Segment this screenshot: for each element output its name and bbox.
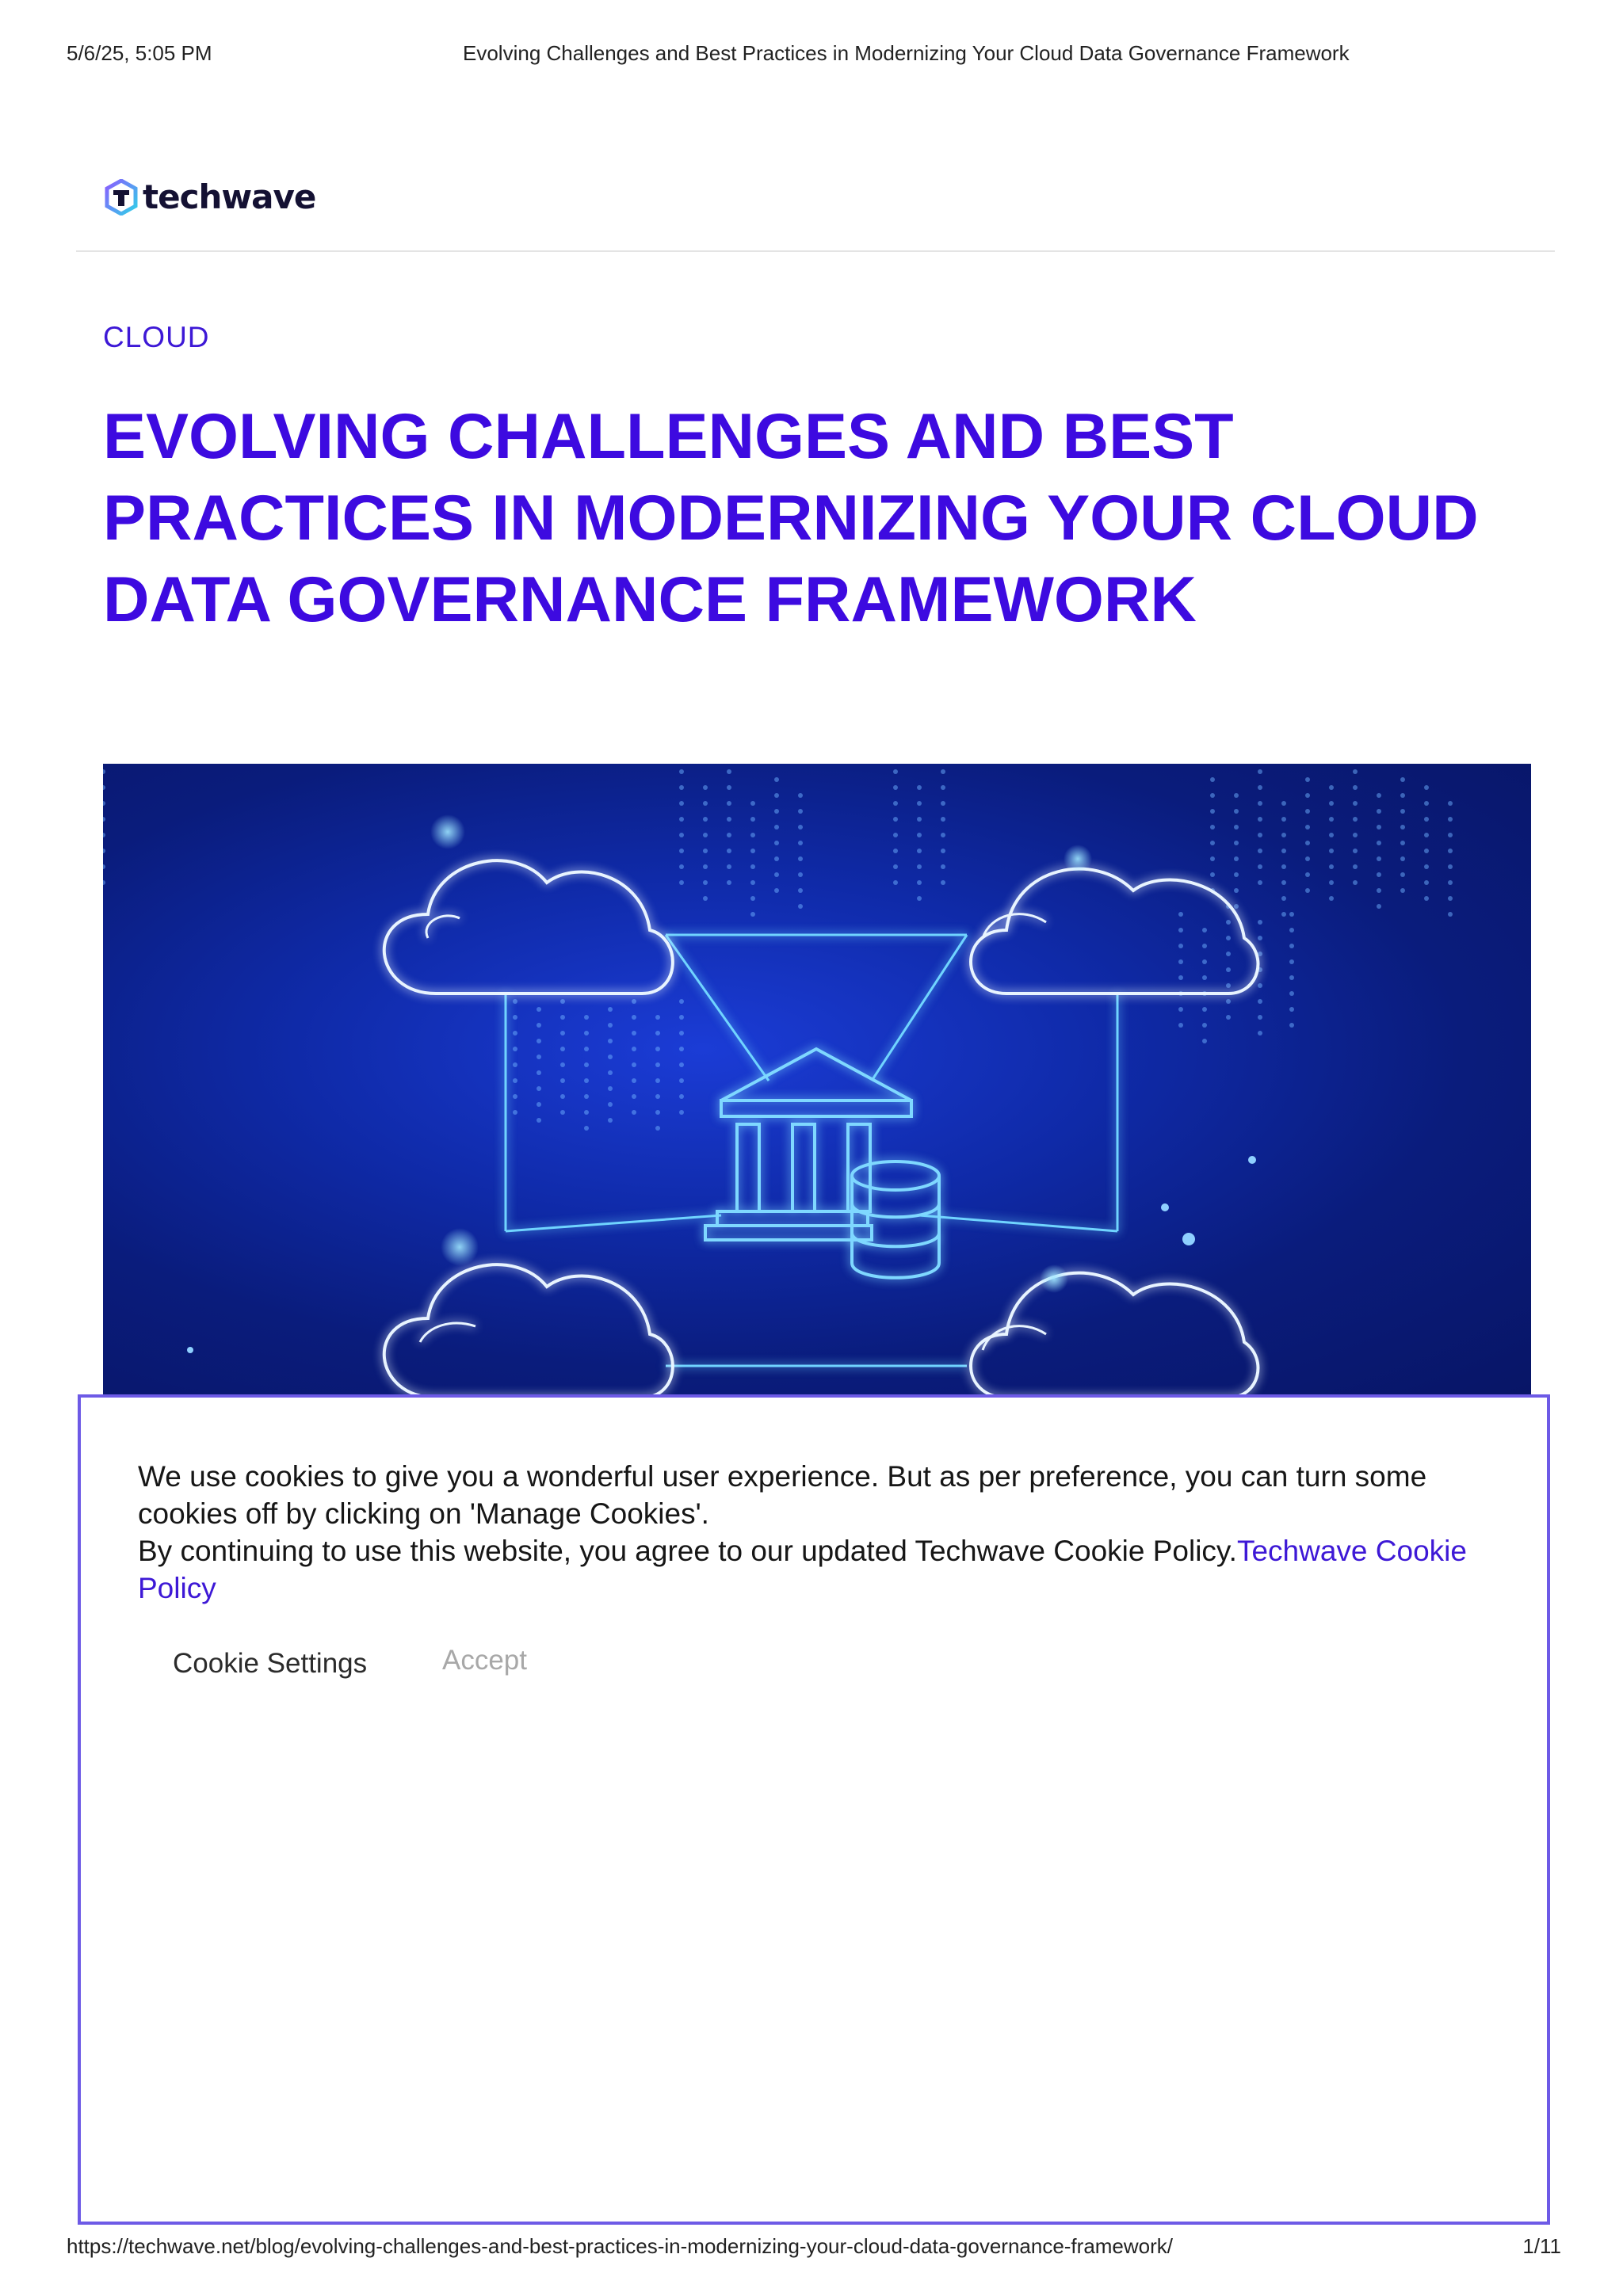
cloud-icon (384, 1264, 673, 1398)
cloud-icon (971, 1273, 1258, 1398)
bank-building-icon (705, 1049, 911, 1240)
cookie-text-line1: We use cookies to give you a wonderful user experience. But as per preference, you can turn some cookies off by clicking on 'Manage Cookies'. (138, 1460, 1427, 1530)
article-category[interactable]: CLOUD (103, 321, 210, 353)
hero-illustration (103, 764, 1531, 1398)
article-title: EVOLVING CHALLENGES AND BEST PRACTICES IN MODERNIZING YOUR CLOUD DATA GOVERNANCE FRAMEWORK (103, 401, 1479, 635)
database-icon (852, 1161, 939, 1278)
print-date: 5/6/25, 5:05 PM (67, 41, 212, 65)
cookie-text-line2 (138, 1532, 1501, 1607)
print-footer (0, 2234, 1623, 2266)
cookie-message (138, 1458, 1501, 1607)
logo-text: techwave (143, 177, 316, 216)
site-header (76, 158, 1555, 252)
print-header (0, 41, 1623, 73)
cookie-banner (78, 1394, 1550, 2225)
print-url: https://techwave.net/blog/evolving-challenges-and-best-practices-in-modernizing-your-cloud-data-governance-framework/ (67, 2234, 1174, 2258)
cookie-text-line2-body: By continuing to use this website, you agree to our updated Techwave Cookie Policy. (138, 1535, 1237, 1567)
hero-image (103, 764, 1531, 1398)
cookie-settings-button[interactable]: Cookie Settings (173, 1648, 368, 1679)
cookie-policy-link[interactable]: Techwave Cookie Policy (138, 1535, 1467, 1604)
site-logo[interactable] (105, 177, 315, 216)
accept-button[interactable]: Accept (442, 1645, 527, 1676)
print-page-number: 1/11 (1522, 2234, 1561, 2258)
cloud-icon (971, 869, 1258, 994)
cloud-icon (384, 860, 673, 994)
print-doc-title: Evolving Challenges and Best Practices in Modernizing Your Cloud Data Governance Framework (463, 41, 1350, 65)
techwave-hexagon-logo-icon (105, 179, 138, 215)
